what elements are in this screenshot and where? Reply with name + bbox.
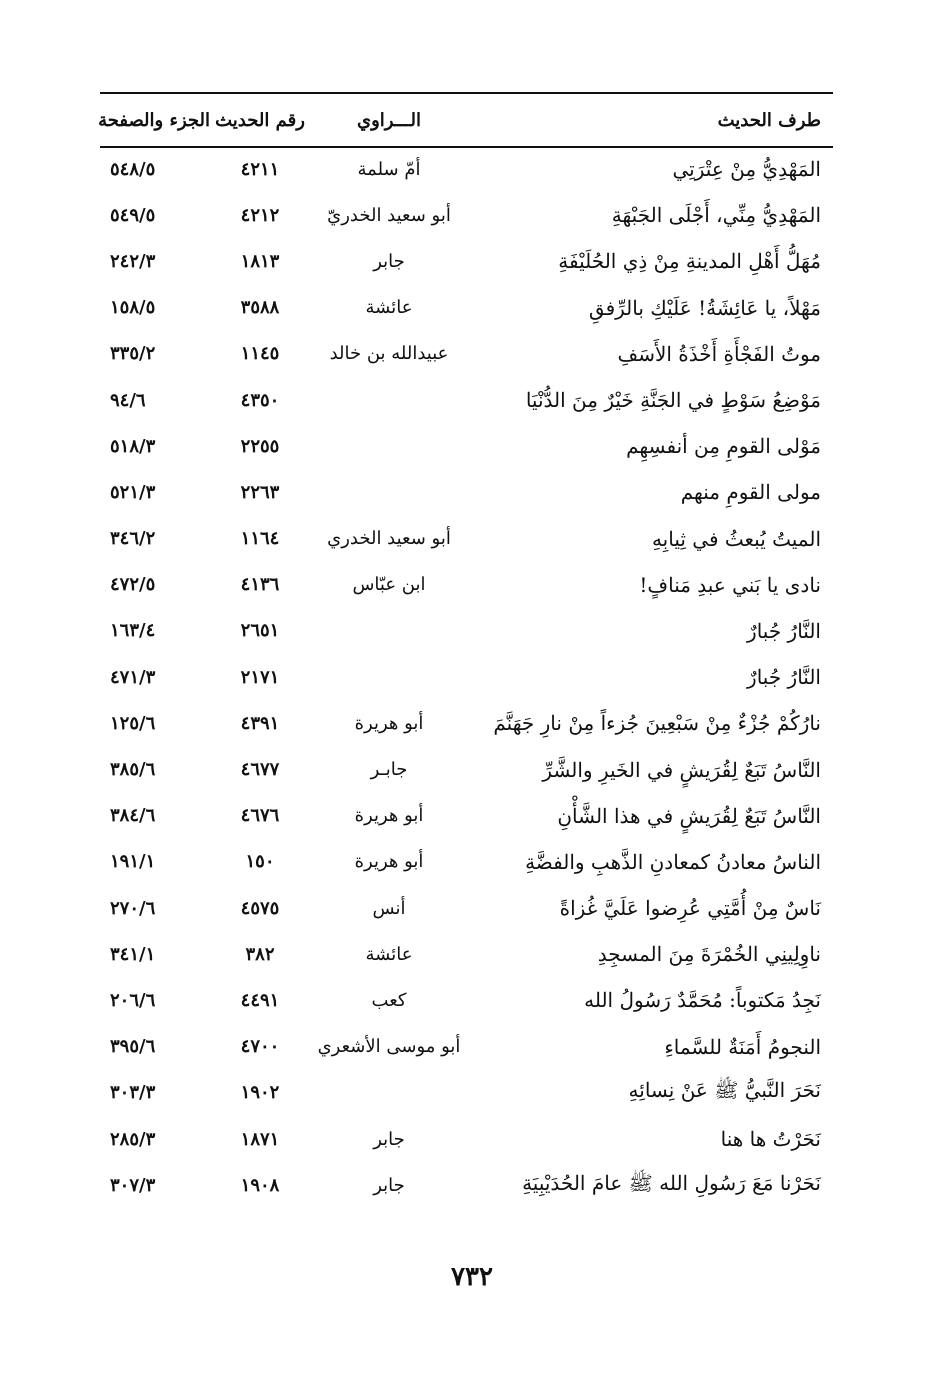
volume-page: ٣٤١/١ (110, 943, 156, 965)
table-row (100, 1024, 833, 1070)
hadith-number: ٤٧٠٠ (240, 1036, 280, 1058)
table-row (100, 793, 833, 839)
table-row (100, 746, 833, 792)
hadith-number: ٢٢٦٣ (240, 481, 280, 503)
volume-page: ٢٨٥/٣ (110, 1128, 156, 1150)
volume-page: ٣٠٣/٣ (110, 1082, 156, 1104)
volume-page: ٣٨٤/٦ (110, 805, 156, 827)
narrator-name: أبو سعيد الخدريّ (327, 204, 451, 226)
hadith-number: ٤٦٧٦ (240, 805, 280, 827)
hadith-number: ١٨٧١ (240, 1128, 280, 1150)
header-hadith: طرف الحديث (717, 109, 821, 131)
volume-page: ٣٤٦/٢ (110, 528, 156, 550)
volume-page: ٢٠٦/٦ (110, 989, 156, 1011)
hadith-number: ٢١٧١ (240, 666, 280, 688)
volume-page: ١٦٣/٤ (110, 620, 156, 642)
narrator-name: جابـر (370, 759, 408, 781)
table-row (100, 423, 833, 469)
hadith-text: النَّارُ جُبارٌ (747, 618, 821, 643)
volume-page: ٥٢١/٣ (110, 481, 156, 503)
hadith-number: ٢٢٥٥ (240, 435, 280, 457)
volume-page: ٣٠٧/٣ (110, 1174, 156, 1196)
table-row (100, 977, 833, 1023)
volume-page: ٣٣٥/٢ (110, 343, 156, 365)
narrator-name: عائشة (365, 943, 413, 965)
hadith-text: النَّاسُ تَبَعٌ لِقُرَيشٍ في هذا الشَّأْنِ (557, 803, 821, 828)
table-row (100, 1070, 833, 1116)
hadith-text: نارُكُمْ جُزْءٌ مِنْ سَبْعِينَ جُزءاً مِنْ نارِ جَهَنَّمَ (493, 711, 821, 736)
volume-page: ٣٨٥/٦ (110, 759, 156, 781)
header-narrator: الـــراوي (356, 109, 422, 131)
volume-page: ١٥٨/٥ (110, 297, 156, 319)
hadith-text: النجومُ أَمَنَةٌ للسَّماءِ (664, 1034, 821, 1059)
hadith-text: مُهَلُّ أَهْلِ المدينةِ مِنْ ذِي الحُلَيْفَةِ (558, 249, 821, 274)
narrator-name: أبو موسى الأشعري (317, 1036, 461, 1058)
narrator-name: أبو هريرة (354, 805, 424, 827)
hadith-number: ١٩٠٢ (240, 1082, 280, 1104)
hadith-number: ٤٢١٢ (240, 204, 280, 226)
header-volume-page: الجزء والصفحة (98, 109, 210, 131)
hadith-index-table (100, 146, 833, 1208)
table-row (100, 700, 833, 746)
hadith-number: ٢٦٥١ (240, 620, 280, 642)
volume-page: ٩٤/٦ (110, 389, 146, 411)
hadith-number: ٤٣٥٠ (240, 389, 280, 411)
hadith-text: المَهْدِيُّ مِنْ عِتْرَتِي (672, 157, 821, 182)
hadith-text: نادى يا بَني عبدِ مَنافٍ! (639, 572, 821, 597)
volume-page: ١٩١/١ (110, 851, 156, 873)
table-row (100, 931, 833, 977)
volume-page: ٢٧٠/٦ (110, 897, 156, 919)
narrator-name: أبو هريرة (354, 851, 424, 873)
table-row (100, 608, 833, 654)
hadith-number: ٤٤٩١ (240, 989, 280, 1011)
narrator-name: جابر (373, 1174, 405, 1196)
table-row (100, 238, 833, 284)
table-row (100, 839, 833, 885)
hadith-number: ٤٣٩١ (240, 712, 280, 734)
volume-page: ٢٤٢/٣ (110, 250, 156, 272)
hadith-number: ٤٥٧٥ (240, 897, 280, 919)
volume-page: ٥٤٩/٥ (110, 204, 156, 226)
volume-page: ١٢٥/٦ (110, 712, 156, 734)
hadith-text: نَجِدُ مَكتوباً: مُحَمَّدٌ رَسُولُ الله (584, 988, 821, 1013)
volume-page: ٥٤٨/٥ (110, 158, 156, 180)
hadith-text: مَوْضِعُ سَوْطٍ في الجَنَّةِ خَيْرٌ مِنَ الدُّنْيَا (525, 388, 821, 413)
hadith-number: ١٥٠ (245, 851, 275, 873)
narrator-name: جابر (373, 250, 405, 272)
table-row (100, 1116, 833, 1162)
hadith-text: الناسُ معادنُ كمعادنِ الذَّهبِ والفضَّةِ (525, 849, 821, 874)
page-number: ٧٣٢ (451, 1262, 493, 1292)
hadith-text: نَحَرْنا مَعَ رَسُولِ الله ﷺ عامَ الحُدَيْبِيَةِ (522, 1170, 821, 1195)
table-row (100, 192, 833, 238)
narrator-name: ابن عبّاس (352, 574, 426, 596)
narrator-name: أبو هريرة (354, 712, 424, 734)
volume-page: ٤٧١/٣ (110, 666, 156, 688)
narrator-name: أمّ سلمة (357, 158, 421, 180)
hadith-text: المَهْدِيُّ مِنِّي، أَجْلَى الجَبْهَةِ (611, 203, 821, 228)
hadith-number: ١٨١٣ (240, 250, 280, 272)
hadith-number: ١١٦٤ (240, 528, 280, 550)
hadith-text: نَحَرَ النَّبيُّ ﷺ عَنْ نِسائِهِ (628, 1078, 821, 1103)
narrator-name: عبيدالله بن خالد (329, 343, 449, 365)
table-row (100, 377, 833, 423)
narrator-name: جابر (373, 1128, 405, 1150)
table-row (100, 285, 833, 331)
table-row (100, 516, 833, 562)
table-row (100, 562, 833, 608)
hadith-number: ١١٤٥ (240, 343, 280, 365)
hadith-text: نَحَرْتُ ها هنا (720, 1127, 821, 1152)
hadith-text: مَهْلاً، يا عَائِشَةُ! عَلَيْكِ بالرِّفقِ (588, 295, 821, 320)
volume-page: ٥١٨/٣ (110, 435, 156, 457)
table-header (100, 92, 833, 148)
hadith-number: ٤٦٧٧ (240, 759, 280, 781)
hadith-text: النَّاسُ تَبَعٌ لِقُرَيشٍ في الخَيرِ والشَّرِّ (542, 757, 821, 782)
volume-page: ٣٩٥/٦ (110, 1036, 156, 1058)
hadith-text: موتُ الفَجْأَةِ أَخْذَةُ الأَسَفِ (617, 341, 821, 366)
narrator-name: كعب (371, 989, 407, 1011)
hadith-number: ٣٥٨٨ (240, 297, 280, 319)
hadith-number: ١٩٠٨ (240, 1174, 280, 1196)
hadith-text: مولى القومِ منهم (680, 480, 821, 505)
narrator-name: أنس (372, 897, 406, 919)
narrator-name: أبو سعيد الخدري (327, 528, 451, 550)
table-row (100, 1162, 833, 1208)
hadith-number: ٣٨٢ (245, 943, 275, 965)
table-row (100, 469, 833, 515)
header-number: رقم الحديث (215, 109, 305, 131)
hadith-text: مَوْلى القومِ مِن أنفسِهِم (626, 434, 821, 459)
table-row (100, 331, 833, 377)
table-row (100, 654, 833, 700)
volume-page: ٤٧٢/٥ (110, 574, 156, 596)
hadith-number: ٤٢١١ (240, 158, 280, 180)
narrator-name: عائشة (365, 297, 413, 319)
table-row (100, 146, 833, 192)
hadith-text: الميتُ يُبعثُ في ثِيابِهِ (651, 526, 821, 551)
table-row (100, 885, 833, 931)
hadith-number: ٤١٣٦ (240, 574, 280, 596)
hadith-text: نَاسٌ مِنْ أُمَّتِي عُرِضوا عَلَيَّ غُزاةً (559, 896, 821, 921)
hadith-text: النَّارُ جُبارٌ (747, 665, 821, 690)
hadith-text: ناوِلِينِي الخُمْرَةَ مِنَ المسجِدِ (597, 942, 821, 967)
